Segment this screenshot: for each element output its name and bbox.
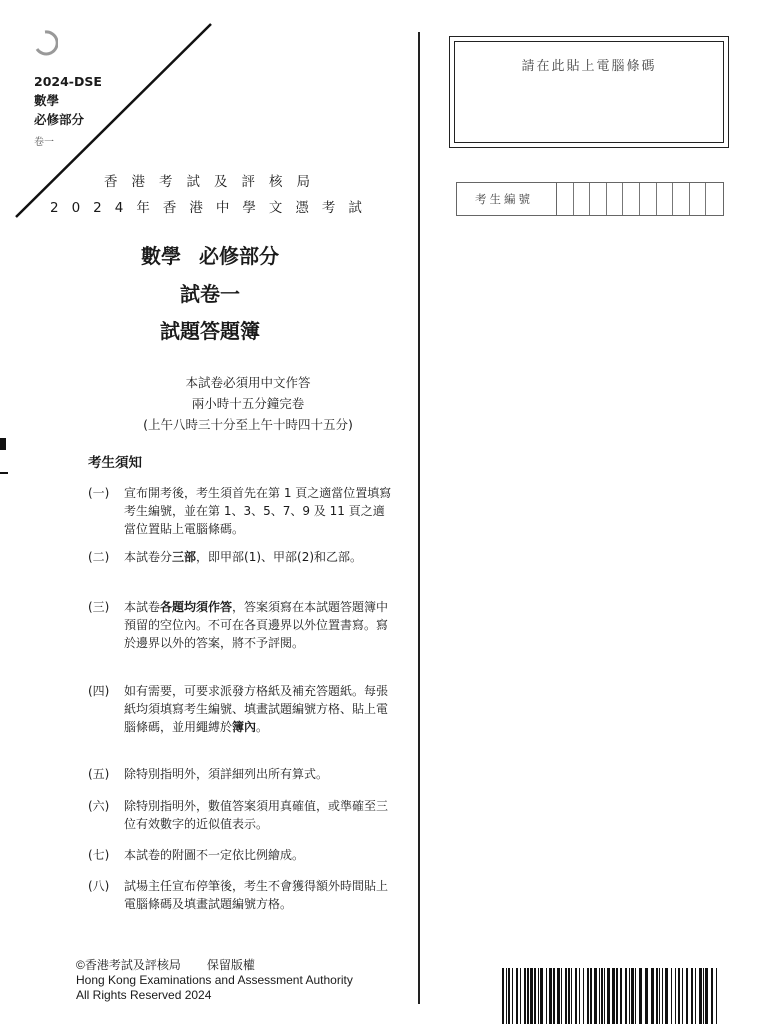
instruction-text (124, 598, 393, 652)
instruction-item (88, 765, 393, 783)
paper-title: 試卷一 (180, 282, 240, 306)
barcode-bar (571, 968, 572, 1024)
barcode-bar (557, 968, 560, 1024)
barcode-bar (575, 968, 577, 1024)
title-subject: 數學 (141, 244, 181, 268)
barcode-bar (527, 968, 529, 1024)
barcode-bar (590, 968, 592, 1024)
instruction-item (88, 682, 393, 736)
copyright-chinese (76, 958, 353, 973)
barcode-bar (705, 968, 708, 1024)
binding-mark (0, 438, 6, 450)
barcode-bar (625, 968, 627, 1024)
barcode-bar (604, 968, 605, 1024)
instruction-number: (五) (88, 767, 110, 781)
instruction-number: (六) (88, 799, 110, 813)
barcode-bar (711, 968, 713, 1024)
instruction-number: (二) (88, 550, 110, 564)
instruction-item (88, 484, 393, 538)
barcode-bar (675, 968, 676, 1024)
barcode-sticker-area[interactable] (449, 36, 729, 148)
barcode-bar (524, 968, 526, 1024)
exam-code: 2024-DSE (34, 74, 102, 89)
barcode-bar (530, 968, 533, 1024)
barcode-bar (629, 968, 630, 1024)
candidate-number-cell[interactable] (690, 183, 707, 215)
barcode-bar (579, 968, 580, 1024)
barcode-bar (703, 968, 704, 1024)
corner-label (34, 72, 102, 152)
instruction-text-part: 試場主任宣布停筆後，考生不會獲得額外時間貼上電腦條碼及填畫試題編號方格。 (124, 879, 389, 911)
instruction-text (124, 484, 393, 538)
barcode-bar (695, 968, 696, 1024)
barcode-bar (561, 968, 562, 1024)
copyright-notice (76, 958, 353, 1003)
corner-subject: 數學 (34, 93, 60, 108)
candidate-number-cell[interactable] (590, 183, 607, 215)
candidate-number-field[interactable] (456, 182, 724, 216)
barcode-bar (612, 968, 615, 1024)
instruction-text (124, 548, 393, 566)
instruction-item (88, 797, 393, 833)
instruction-item (88, 877, 393, 913)
instruction-text (124, 765, 393, 783)
barcode-bar (512, 968, 513, 1024)
copyright-reserved: 保留版權 (206, 958, 255, 972)
candidate-number-cell[interactable] (640, 183, 657, 215)
barcode-bar (620, 968, 622, 1024)
barcode-bar (607, 968, 610, 1024)
barcode-bar (516, 968, 518, 1024)
barcode-bar (656, 968, 658, 1024)
candidate-number-cell[interactable] (673, 183, 690, 215)
barcode-bar (534, 968, 536, 1024)
corner-paper: 卷一 (34, 137, 54, 148)
instruction-text-part: 本試卷的附圖不一定依比例繪成。 (124, 848, 305, 862)
barcode-bar (699, 968, 702, 1024)
instruction-text-part: 如有需要，可要求派發方格紙及補充答題紙。每張紙均須填寫考生編號、填畫試題編號方格、貼上電腦條碼，並用繩縛於 (124, 684, 389, 734)
barcode-bar (651, 968, 654, 1024)
booklet-title: 試題答題簿 (160, 319, 260, 343)
instruction-number: (七) (88, 848, 110, 862)
copyright-english-2: All Rights Reserved 2024 (76, 988, 212, 1002)
barcode-bar (665, 968, 668, 1024)
instruction-text (124, 682, 393, 736)
instruction-text (124, 877, 393, 913)
barcode-bar (616, 968, 618, 1024)
barcode-bar (662, 968, 663, 1024)
instruction-text-part: 除特別指明外，數值答案須用真確值，或準確至三位有效數字的近似值表示。 (124, 799, 389, 831)
candidate-number-cell[interactable] (657, 183, 674, 215)
instruction-emphasis: 各題均須作答 (160, 600, 233, 614)
candidate-number-label: 考生編號 (457, 183, 557, 215)
barcode-bar (682, 968, 683, 1024)
barcode-bar (508, 968, 510, 1024)
barcode-bar (678, 968, 680, 1024)
instruction-text-part: 本試卷 (124, 600, 161, 614)
title-part: 必修部分 (199, 244, 279, 268)
instruction-text-part: 除特別指明外，須詳細列出所有算式。 (124, 767, 329, 781)
instructions-heading: 考生須知 (88, 455, 142, 471)
barcode-bar (645, 968, 648, 1024)
instruction-item (88, 598, 393, 652)
barcode-graphic (502, 968, 722, 1024)
barcode-bar (549, 968, 552, 1024)
candidate-number-cell[interactable] (607, 183, 624, 215)
instruction-number: (一) (88, 486, 110, 500)
barcode-bar (520, 968, 521, 1024)
barcode-bar (538, 968, 539, 1024)
instruction-text-part: 本試卷分 (124, 550, 173, 564)
instruction-text (124, 797, 393, 833)
candidate-number-cells[interactable] (557, 183, 723, 215)
candidate-number-cell[interactable] (557, 183, 574, 215)
rubric-duration: 兩小時十五分鐘完卷 (191, 396, 305, 411)
candidate-number-cell[interactable] (623, 183, 640, 215)
instruction-emphasis: 三部 (172, 550, 197, 564)
binding-tick (0, 472, 8, 474)
barcode-bar (568, 968, 570, 1024)
barcode-bar (583, 968, 584, 1024)
barcode-bar (716, 968, 717, 1024)
barcode-bar (502, 968, 504, 1024)
instruction-item (88, 846, 393, 864)
exam-name: 2024年香港中學文憑考試 (50, 200, 375, 216)
instruction-text-part: ，答案須寫在本試題答題簿中預留的空位內。不可在各頁邊界以外位置書寫。寫於邊界以外的答案，將不予評閱。 (124, 600, 389, 650)
barcode-sticker-label: 請在此貼上電腦條碼 (521, 59, 657, 74)
barcode-bar (506, 968, 507, 1024)
barcode-bar (587, 968, 589, 1024)
instruction-text-part: 宣布開考後，考生須首先在第 1 頁之適當位置填寫考生編號，並在第 1、3、5、7、9 及 11 頁之適當位置貼上電腦條碼。 (124, 486, 392, 536)
instruction-text (124, 846, 393, 864)
instruction-number: (八) (88, 879, 110, 893)
corner-part: 必修部分 (34, 112, 85, 127)
instruction-number: (三) (88, 600, 110, 614)
column-divider (418, 32, 420, 1004)
barcode-bar (686, 968, 688, 1024)
instruction-item (88, 548, 393, 566)
copyright-owner: ©香港考試及評核局 (76, 958, 181, 972)
barcode-bar (691, 968, 693, 1024)
barcode-bar (540, 968, 543, 1024)
barcode-bar (631, 968, 634, 1024)
candidate-number-cell[interactable] (574, 183, 591, 215)
barcode-bar (546, 968, 547, 1024)
barcode-bar (565, 968, 567, 1024)
barcode-bar (601, 968, 603, 1024)
instruction-text-part: 。 (256, 720, 269, 734)
instruction-emphasis: 簿內 (232, 720, 257, 734)
instruction-text-part: ，即甲部(1)、甲部(2)和乙部。 (196, 550, 363, 564)
rubric-language: 本試卷必須用中文作答 (185, 375, 311, 390)
authority-name: 香港考試及評核局 (104, 174, 324, 190)
copyright-english-1: Hong Kong Examinations and Assessment Authority (76, 973, 353, 987)
barcode-bar (639, 968, 642, 1024)
barcode-bar (659, 968, 660, 1024)
barcode-bar (599, 968, 600, 1024)
barcode-bar (594, 968, 597, 1024)
barcode-bar (635, 968, 636, 1024)
barcode-bar (553, 968, 555, 1024)
rubric-time: (上午八時三十分至上午十時四十五分) (143, 417, 353, 432)
candidate-number-cell[interactable] (706, 183, 723, 215)
instruction-number: (四) (88, 684, 110, 698)
barcode-bar (671, 968, 672, 1024)
subject-title (0, 240, 420, 269)
